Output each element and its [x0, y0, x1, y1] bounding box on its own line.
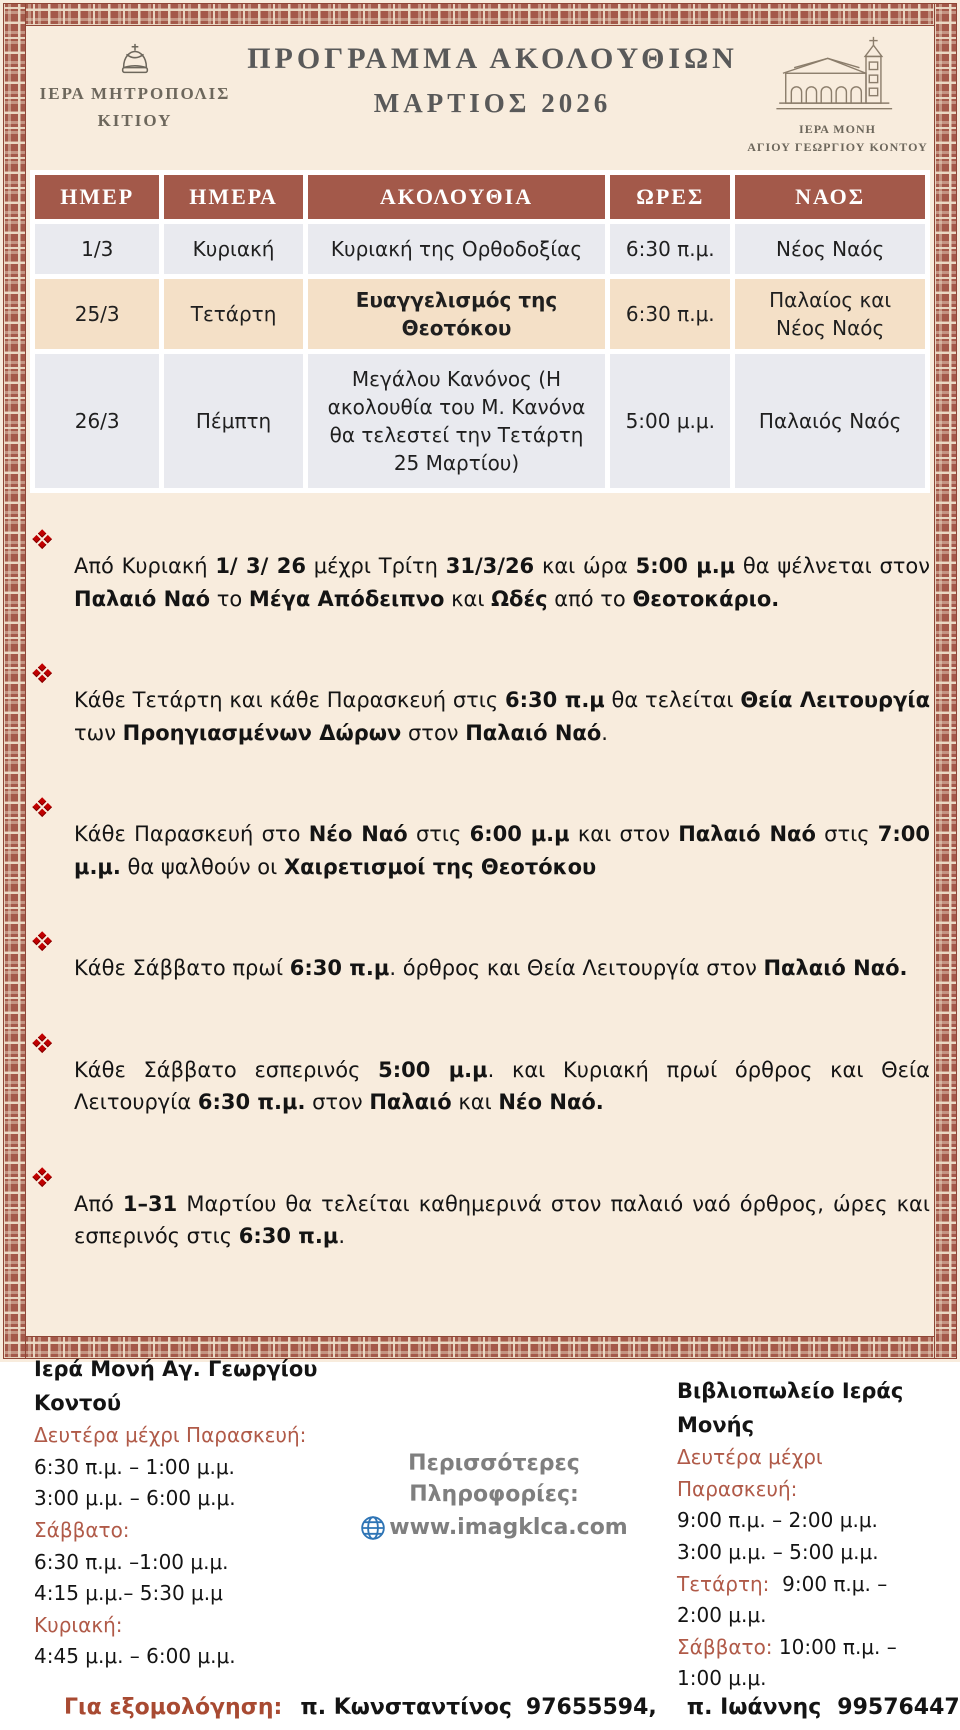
- schedule-note: [30, 1167, 930, 1274]
- note-text: Κάθε Παρασκευή στο Νέο Ναό στις 6:00 μ.μ και στον Παλαιό Ναό στις 7:00 μ.μ. θα ψαλθούν οι Χαιρετισμοί της Θεοτόκου: [74, 822, 931, 879]
- page-title: [240, 34, 745, 119]
- monastery-hours-title: Ιερά Μονή Αγ. Γεωργίου Κοντού: [34, 1357, 318, 1415]
- program-title: ΠΡΟΓΡΑΜΜΑ ΑΚΟΛΟΥΘΙΩΝ: [247, 42, 738, 75]
- monastery-name-line2: ΑΓΙΟΥ ΓΕΩΡΓΙΟΥ ΚΟΝΤΟΥ: [747, 140, 928, 154]
- diamond-bullet-icon: [32, 1033, 57, 1058]
- table-row: [35, 279, 925, 349]
- cell-time: 6:30 π.μ.: [610, 279, 730, 349]
- table-row: [35, 224, 925, 274]
- cell-date: 25/3: [35, 279, 159, 349]
- column-header-service: ΑΚΟΛΟΥΘΙΑ: [308, 175, 606, 219]
- note-text: Κάθε Σάββατο εσπερινός 5:00 μ.μ. και Κυριακή πρωί όρθρος και Θεία Λειτουργία 6:30 π.μ. στον Παλαιό και Νέο Ναό.: [74, 1057, 930, 1115]
- note-text: Από Κυριακή 1/ 3/ 26 μέχρι Τρίτη 31/3/26 και ώρα 5:00 μ.μ θα ψέλνεται στον Παλαιό Ναό το Μέγα Απόδειπνο και Ωδές από το Θεοτοκάριο.: [74, 554, 930, 611]
- table-header-row: [35, 175, 925, 219]
- saturday-label: Σάββατο:: [677, 1634, 773, 1659]
- bookstore-hours-title: Βιβλιοπωλείο Ιεράς Μονής: [677, 1379, 904, 1437]
- schedule-note: [30, 529, 930, 636]
- note-text: Κάθε Τετάρτη και κάθε Παρασκευή στις 6:30 π.μ θα τελείται Θεία Λειτουργία των Προηγιασμένων Δώρων στον Παλαιό Ναό.: [74, 688, 931, 745]
- schedule-note: [30, 663, 930, 770]
- weekdays-hours: 6:30 π.μ. – 1:00 μ.μ.: [34, 1454, 235, 1479]
- column-header-day: ΗΜΕΡΑ: [164, 175, 302, 219]
- website-url: www.imagklca.com: [389, 1515, 628, 1541]
- bookstore-hours: [659, 1375, 926, 1695]
- metropolis-logo: [30, 34, 240, 133]
- schedule-note: [30, 931, 930, 1006]
- schedule-note: [30, 797, 930, 904]
- confession-footer: [30, 1694, 960, 1730]
- diamond-bullet-icon: [32, 1167, 57, 1192]
- weekdays-hours: 3:00 μ.μ. – 6:00 μ.μ.: [34, 1486, 236, 1511]
- table-row: [35, 354, 925, 488]
- column-header-time: ΩΡΕΣ: [610, 175, 730, 219]
- services-schedule-table: [30, 170, 930, 493]
- priest1-phone: 97655594,: [525, 1694, 657, 1720]
- diamond-bullet-icon: [32, 663, 57, 688]
- note-text: Κάθε Σάββατο πρωί 6:30 π.μ. όρθρος και Θεία Λειτουργία στον Παλαιό Ναό.: [74, 956, 908, 981]
- program-month: ΜΑΡΤΙΟΣ 2026: [373, 88, 612, 118]
- cell-date: 1/3: [35, 224, 159, 274]
- schedule-notes: [30, 529, 930, 1301]
- metropolis-name-line1: ΙΕΡΑ ΜΗΤΡΟΠΟΛΙΣ: [39, 84, 231, 103]
- website-line: [329, 1515, 659, 1541]
- cell-day: Τετάρτη: [164, 279, 302, 349]
- weekdays-label: Δευτέρα μέχρι Παρασκευή:: [34, 1423, 307, 1448]
- wednesday-line: [677, 1569, 926, 1632]
- greek-key-border-left: [3, 3, 26, 1359]
- diamond-bullet-icon: [32, 797, 57, 822]
- weekdays-label: Δευτέρα μέχρι Παρασκευή:: [677, 1445, 823, 1501]
- weekdays-hours: 9:00 π.μ. – 2:00 μ.μ.: [677, 1508, 878, 1533]
- header: [30, 34, 930, 156]
- sunday-label: Κυριακή:: [34, 1612, 123, 1637]
- diamond-bullet-icon: [32, 529, 57, 554]
- sunday-hours: 4:45 μ.μ. – 6:00 μ.μ.: [34, 1644, 236, 1669]
- priest2-phone: 99576447: [837, 1694, 960, 1720]
- cell-day: Κυριακή: [164, 224, 302, 274]
- saturday-hours: 10:00 π.μ. –1:00 μ.μ.: [677, 1634, 897, 1691]
- crown-icon: [30, 42, 240, 80]
- priest1-name: π. Κωνσταντίνος: [300, 1694, 512, 1720]
- church-icon: [745, 34, 930, 120]
- globe-icon: [360, 1515, 386, 1541]
- column-header-date: ΗΜΕΡ: [35, 175, 159, 219]
- cell-service: Μεγάλου Κανόνος (Η ακολουθία του Μ. Κανόνα θα τελεστεί την Τετάρτη 25 Μαρτίου): [308, 354, 606, 488]
- monastery-name-line1: ΙΕΡΑ ΜΟΝΗ: [799, 122, 876, 136]
- wednesday-label: Τετάρτη:: [677, 1571, 770, 1596]
- greek-key-border-right: [934, 3, 957, 1359]
- monastery-hours: [34, 1353, 329, 1695]
- cell-time: 6:30 π.μ.: [610, 224, 730, 274]
- saturday-label: Σάββατο:: [34, 1517, 130, 1542]
- saturday-line: [677, 1632, 926, 1695]
- more-info: [329, 1449, 659, 1695]
- schedule-note: [30, 1033, 930, 1140]
- note-text: Από 1–31 Μαρτίου θα τελείται καθημερινά στον παλαιό ναό όρθρος, ώρες και εσπερινός στις 6:30 π.μ.: [74, 1191, 930, 1249]
- column-header-temple: ΝΑΟΣ: [735, 175, 925, 219]
- wednesday-hours: 9:00 π.μ. – 2:00 μ.μ.: [677, 1571, 888, 1628]
- cell-temple: Παλαίος και Νέος Ναός: [735, 279, 925, 349]
- opening-hours-section: [30, 1353, 930, 1695]
- metropolis-name-line2: ΚΙΤΙΟΥ: [97, 110, 173, 130]
- monastery-logo: [745, 34, 930, 156]
- cell-date: 26/3: [35, 354, 159, 488]
- cell-temple: Παλαιός Ναός: [735, 354, 925, 488]
- greek-key-border-top: [3, 3, 957, 26]
- saturday-hours: 4:15 μ.μ.– 5:30 μ.μ: [34, 1581, 223, 1606]
- saturday-hours: 6:30 π.μ. –1:00 μ.μ.: [34, 1549, 229, 1574]
- diamond-bullet-icon: [32, 932, 57, 957]
- cell-temple: Νέος Ναός: [735, 224, 925, 274]
- cell-service: Κυριακή της Ορθοδοξίας: [308, 224, 606, 274]
- cell-time: 5:00 μ.μ.: [610, 354, 730, 488]
- more-info-label: Περισσότερες Πληροφορίες:: [408, 1451, 580, 1507]
- priest2-name: π. Ιωάννης: [686, 1694, 822, 1720]
- weekdays-hours: 3:00 μ.μ. – 5:00 μ.μ.: [677, 1539, 879, 1564]
- cell-day: Πέμπτη: [164, 354, 302, 488]
- confession-label: Για εξομολόγηση:: [64, 1694, 283, 1720]
- cell-service: Ευαγγελισμός της Θεοτόκου: [308, 279, 606, 349]
